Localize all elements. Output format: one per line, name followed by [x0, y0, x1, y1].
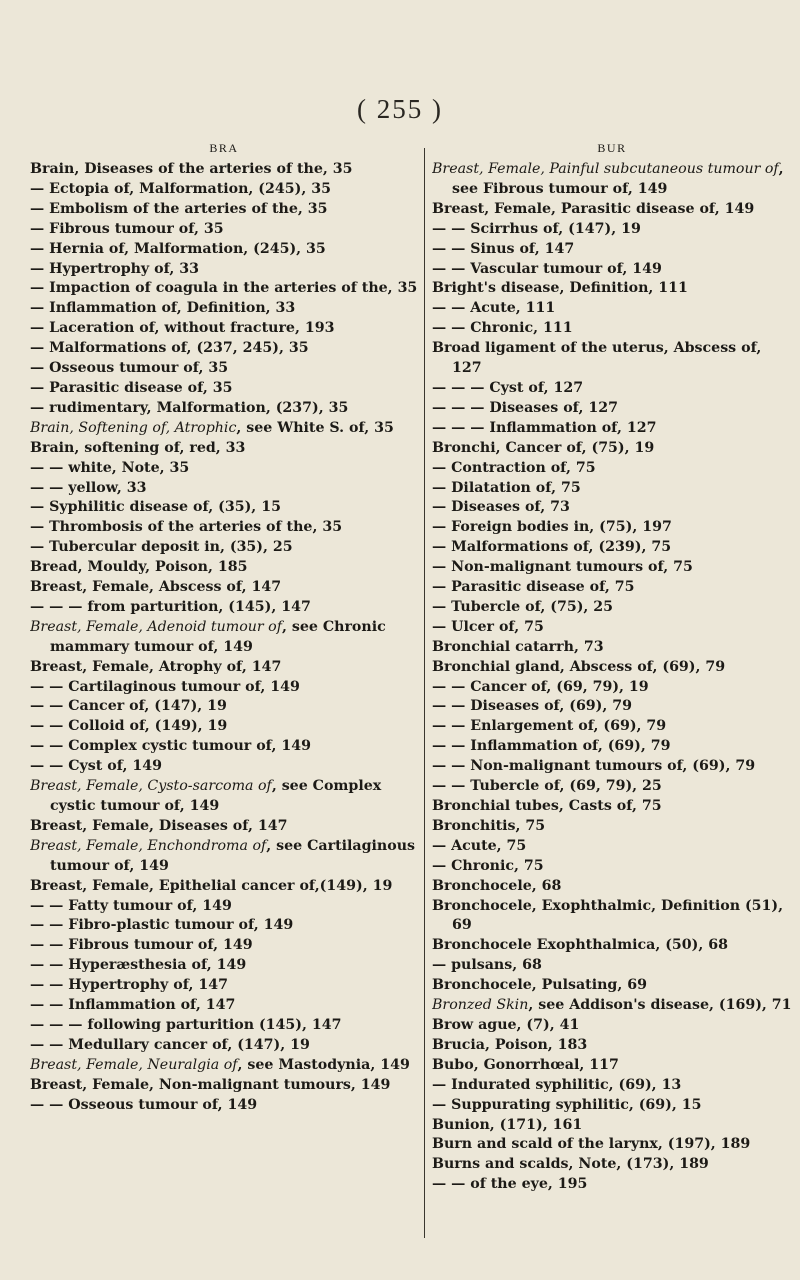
index-entry: Breast, Female, Diseases of, 147: [30, 817, 288, 834]
index-entry: — — — Diseases of, 127: [432, 399, 618, 416]
index-entry: Brain, Diseases of the arteries of the, 35: [30, 161, 353, 177]
index-entry: — Contraction of, 75: [432, 459, 596, 476]
index-entry: — — Fatty tumour of, 149: [30, 897, 232, 914]
index-entry: — Osseous tumour of, 35: [30, 360, 229, 377]
index-entry: — Parasitic disease of, 75: [432, 579, 635, 596]
index-entry: — — Cyst of, 149: [30, 758, 163, 775]
italic-heading: Breast, Female, Enchondroma of: [30, 837, 267, 854]
index-entry: Bronchial tubes, Casts of, 75: [432, 798, 662, 814]
index-entry: — pulsans, 68: [432, 957, 542, 974]
index-entry: Bronchocele Exophthalmica, (50), 68: [432, 937, 729, 954]
italic-heading: Breast, Female, Neuralgia of: [30, 1056, 238, 1073]
index-entry: — Acute, 75: [432, 837, 527, 854]
index-entry: — Inflammation of, Definition, 33: [30, 300, 296, 317]
index-entry: — — Non-malignant tumours of, (69), 79: [432, 758, 756, 775]
index-entry: — — Hyperæsthesia of, 149: [30, 957, 247, 974]
column-header-right: BUR: [597, 141, 627, 155]
index-entry: — — Medullary cancer of, (147), 19: [30, 1036, 310, 1053]
index-entry: Breast, Female, Non-malignant tumours, 149: [30, 1076, 391, 1093]
index-entry: — Ulcer of, 75: [432, 618, 544, 635]
index-entry: — Malformations of, (237, 245), 35: [30, 340, 309, 357]
reference-text: , see Chronic mammary tumour of, 149: [50, 618, 386, 655]
index-entries-right: [432, 160, 792, 1195]
index-entry: [432, 160, 792, 200]
column-header-left: BRA: [209, 141, 239, 155]
italic-heading: Breast, Female, Painful subcutaneous tumour of: [432, 161, 779, 177]
index-entry: Bronchocele, Pulsating, 69: [432, 977, 647, 994]
index-entry: — — Fibro-plastic tumour of, 149: [30, 917, 294, 934]
italic-heading: Breast, Female, Cysto-sarcoma of: [30, 778, 272, 795]
index-entry: — — Cartilaginous tumour of, 149: [30, 678, 300, 695]
index-entry: [30, 618, 418, 658]
index-entry: — — — Inflammation of, 127: [432, 419, 657, 436]
italic-heading: Brain, Softening of, Atrophic: [30, 419, 237, 436]
index-entry: — — Enlargement of, (69), 79: [432, 718, 667, 735]
reference-text: , see Fibrous tumour of, 149: [452, 161, 784, 197]
index-entry: [30, 837, 418, 877]
reference-text: , see Cartilaginous tumour of, 149: [50, 837, 416, 874]
index-entry: — Thrombosis of the arteries of the, 35: [30, 519, 343, 536]
index-entry: — — Hypertrophy of, 147: [30, 977, 228, 994]
italic-heading: Bronzed Skin: [432, 997, 529, 1014]
index-entry: — — Inflammation of, (69), 79: [432, 738, 671, 755]
index-entry: [30, 777, 418, 817]
index-entry: Brow ague, (7), 41: [432, 1016, 580, 1033]
index-entry: — — Osseous tumour of, 149: [30, 1096, 258, 1113]
reference-text: , see Addison's disease, (169), 71: [528, 997, 792, 1014]
index-entry: [432, 996, 792, 1016]
index-entry: — — — following parturition (145), 147: [30, 1016, 342, 1033]
index-entry: — Impaction of coagula in the arteries of the, 35: [30, 280, 418, 297]
index-entry: — — Tubercle of, (69, 79), 25: [432, 778, 662, 795]
index-entry: — Indurated syphilitic, (69), 13: [432, 1076, 682, 1093]
index-entry: [30, 419, 418, 439]
reference-text: , see Mastodynia, 149: [237, 1056, 410, 1073]
index-entry: — Tubercular deposit in, (35), 25: [30, 539, 293, 556]
page-number: ( 255 ): [357, 94, 443, 124]
index-entry: — — Diseases of, (69), 79: [432, 698, 633, 715]
index-entry: — — Vascular tumour of, 149: [432, 260, 662, 277]
index-entry: Bronchi, Cancer of, (75), 19: [432, 439, 655, 456]
index-entry: — Parasitic disease of, 35: [30, 379, 233, 396]
index-entry: Breast, Female, Atrophy of, 147: [30, 658, 282, 675]
column-divider: [424, 148, 425, 1238]
index-entry: — — Chronic, 111: [432, 320, 573, 337]
index-column-left: [30, 140, 418, 1116]
index-entry: — — — Cyst of, 127: [432, 379, 584, 396]
index-entry: — — white, Note, 35: [30, 459, 190, 476]
index-entry: — Hypertrophy of, 33: [30, 260, 199, 277]
index-entry: Bright's disease, Definition, 111: [432, 280, 688, 297]
index-entry: — Hernia of, Malformation, (245), 35: [30, 240, 326, 257]
index-entry: — — Sinus of, 147: [432, 240, 575, 257]
index-entry: Burn and scald of the larynx, (197), 189: [432, 1136, 751, 1153]
index-entry: — — Scirrhus of, (147), 19: [432, 220, 641, 237]
index-entry: — Laceration of, without fracture, 193: [30, 320, 335, 337]
index-entry: Bunion, (171), 161: [432, 1116, 583, 1133]
index-entry: [30, 1056, 418, 1076]
index-entry: — — — from parturition, (145), 147: [30, 598, 311, 615]
index-entry: — Malformations of, (239), 75: [432, 539, 672, 556]
index-entry: — Dilatation of, 75: [432, 479, 581, 496]
index-column-right: [432, 140, 792, 1195]
index-entry: — — Fibrous tumour of, 149: [30, 937, 253, 954]
index-entry: — Foreign bodies in, (75), 197: [432, 519, 672, 536]
index-entry: — — Complex cystic tumour of, 149: [30, 738, 311, 755]
index-entry: Bronchitis, 75: [432, 817, 546, 834]
reference-text: , see White S. of, 35: [236, 419, 394, 436]
index-entry: — — Inflammation of, 147: [30, 997, 236, 1014]
index-entry: — Syphilitic disease of, (35), 15: [30, 499, 281, 516]
index-entry: — Fibrous tumour of, 35: [30, 220, 224, 237]
italic-heading: Breast, Female, Adenoid tumour of: [30, 618, 282, 635]
index-entry: — — Cancer of, (69, 79), 19: [432, 678, 649, 695]
index-entry: — — Colloid of, (149), 19: [30, 718, 228, 735]
index-entry: Bronchocele, 68: [432, 877, 562, 894]
index-entry: — — yellow, 33: [30, 479, 147, 496]
index-entry: Breast, Female, Epithelial cancer of,(149), 19: [30, 877, 393, 894]
index-entry: — — of the eye, 195: [432, 1176, 588, 1193]
index-entry: — — Cancer of, (147), 19: [30, 698, 227, 715]
index-entry: Breast, Female, Parasitic disease of, 149: [432, 200, 755, 217]
index-entry: — — Acute, 111: [432, 300, 556, 317]
index-entry: Breast, Female, Abscess of, 147: [30, 579, 282, 596]
index-entry: Bread, Mouldy, Poison, 185: [30, 559, 248, 576]
index-entry: Bronchocele, Exophthalmic, Definition (51), 69: [432, 897, 784, 934]
index-entry: — Non-malignant tumours of, 75: [432, 559, 693, 576]
index-entries-left: [30, 160, 418, 1116]
index-entry: Bronchial gland, Abscess of, (69), 79: [432, 658, 726, 675]
index-entry: Broad ligament of the uterus, Abscess of, 127: [432, 340, 762, 377]
index-entry: — Ectopia of, Malformation, (245), 35: [30, 180, 331, 197]
index-entry: Brain, softening of, red, 33: [30, 439, 246, 456]
index-entry: — Tubercle of, (75), 25: [432, 598, 614, 615]
index-entry: Bronchial catarrh, 73: [432, 638, 604, 655]
index-entry: Bubo, Gonorrhœal, 117: [432, 1056, 619, 1073]
index-entry: — Embolism of the arteries of the, 35: [30, 200, 328, 217]
index-entry: — rudimentary, Malformation, (237), 35: [30, 399, 349, 416]
index-entry: Brucia, Poison, 183: [432, 1036, 588, 1053]
index-entry: — Diseases of, 73: [432, 499, 570, 516]
index-entry: — Chronic, 75: [432, 857, 544, 874]
index-entry: — Suppurating syphilitic, (69), 15: [432, 1096, 702, 1113]
reference-text: , see Complex cystic tumour of, 149: [50, 778, 382, 814]
index-entry: Burns and scalds, Note, (173), 189: [432, 1156, 709, 1173]
